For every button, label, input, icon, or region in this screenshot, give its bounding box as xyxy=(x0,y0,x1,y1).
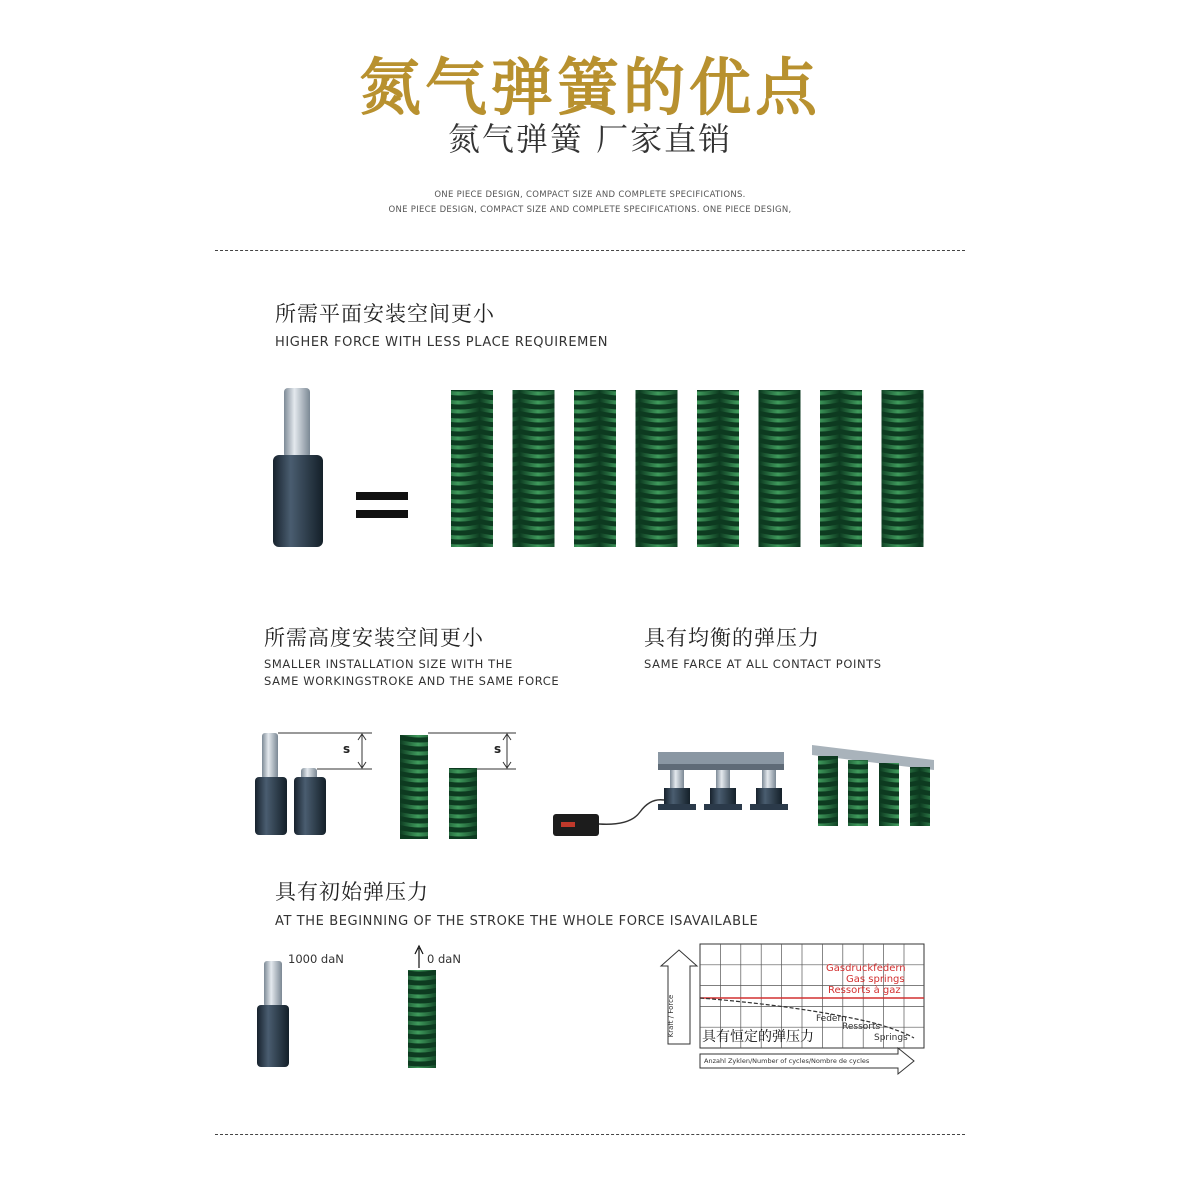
coil-spring-row xyxy=(451,390,924,547)
coil-spring xyxy=(820,390,862,547)
chart-y-axis-label: Kraft / Force xyxy=(667,994,675,1038)
gas-spring-label-3: Ressorts à gaz xyxy=(828,985,901,996)
section-4-title-en: AT THE BEGINNING OF THE STROKE THE WHOLE FORCE ISAVAILABLE xyxy=(275,914,759,929)
page-subtitle: 氮气弹簧 厂家直销 xyxy=(447,120,733,158)
stroke-label-coil: s xyxy=(494,742,502,756)
section-3-title-cn: 具有均衡的弹压力 xyxy=(644,626,820,650)
section-1-title-en: HIGHER FORCE WITH LESS PLACE REQUIREMEN xyxy=(275,335,609,350)
gas-spring-large xyxy=(273,388,323,547)
coil-spring-label-3: Springs xyxy=(874,1033,908,1043)
coil-force-label: 0 daN xyxy=(427,952,461,966)
chart-x-axis-label: Anzahl Zyklen/Number of cycles/Nombre de cycles xyxy=(704,1057,870,1065)
coil-spring-label-1: Federn xyxy=(816,1014,847,1024)
coil-spring xyxy=(759,390,801,547)
coil-spring xyxy=(697,390,739,547)
coil-spring xyxy=(636,390,678,547)
section-3-title-en: SAME FARCE AT ALL CONTACT POINTS xyxy=(644,657,882,671)
section-1-title-cn: 所需平面安装空间更小 xyxy=(275,302,495,326)
coil-spring xyxy=(882,390,924,547)
page-title: 氮气弹簧的优点 xyxy=(358,51,821,124)
equals-icon xyxy=(356,492,408,518)
coil-spring xyxy=(451,390,493,547)
tagline-1: ONE PIECE DESIGN, COMPACT SIZE AND COMPLETE SPECIFICATIONS. xyxy=(434,190,746,200)
divider-bottom xyxy=(215,1134,965,1135)
section-2-title-en-2: SAME WORKINGSTROKE AND THE SAME FORCE xyxy=(264,674,560,688)
section-2-title-cn: 所需高度安装空间更小 xyxy=(264,626,484,650)
section-4-title-cn: 具有初始弹压力 xyxy=(275,880,429,904)
gas-spring-label-2: Gas springs xyxy=(846,974,905,985)
initial-force-illustration xyxy=(257,946,436,1068)
height-comparison-illustration xyxy=(255,733,516,839)
stroke-label-gas: s xyxy=(343,742,351,756)
section-2-title-en-1: SMALLER INSTALLATION SIZE WITH THE xyxy=(264,657,513,671)
chart-overlay-cn: 具有恒定的弹压力 xyxy=(702,1029,814,1045)
coil-spring xyxy=(513,390,555,547)
coil-spring-label-2: Ressorts xyxy=(842,1022,881,1032)
balanced-force-illustration xyxy=(553,745,934,836)
tagline-2: ONE PIECE DESIGN, COMPACT SIZE AND COMPLETE SPECIFICATIONS. ONE PIECE DESIGN, xyxy=(388,205,792,215)
gas-spring-label-1: Gasdruckfedern xyxy=(826,963,906,974)
coil-spring xyxy=(574,390,616,547)
gas-force-label: 1000 daN xyxy=(288,952,344,966)
